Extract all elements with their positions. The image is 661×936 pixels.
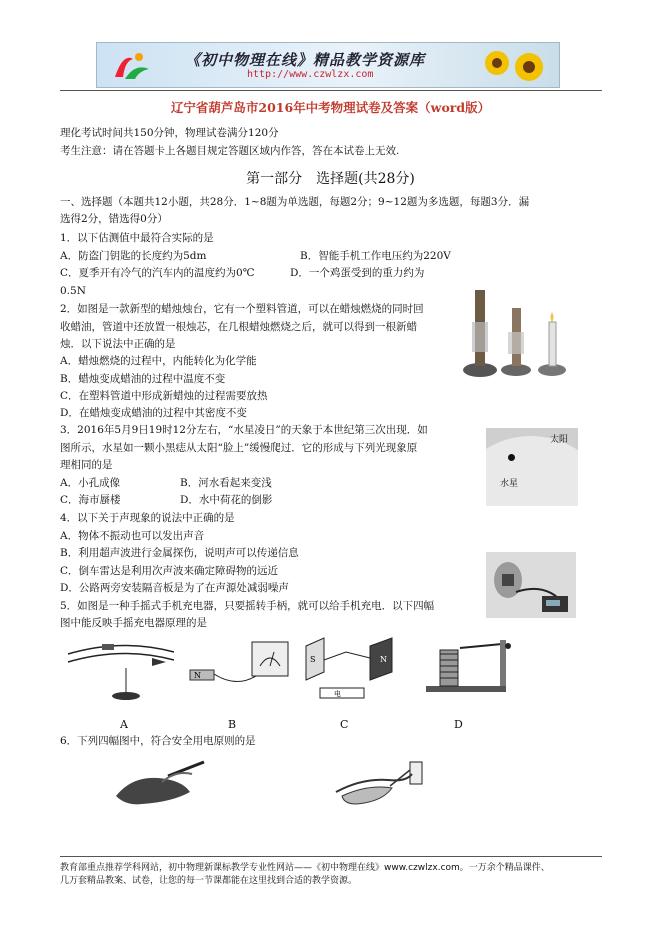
q1-stem: 1．以下估测值中最符合实际的是 [60,232,214,244]
q3-option-c: C．海市蜃楼 [60,494,121,506]
banner-url[interactable]: http://www.czwlzx.com [247,69,374,80]
svg-text:N: N [194,671,201,680]
figure-label-d: D [454,718,463,731]
q4-option-a: A．物体不振动也可以发出声音 [60,530,205,542]
document-title: 辽宁省葫芦岛市2016年中考物理试卷及答案（word版） [170,100,491,115]
q2-option-b: B．蜡烛变成蜡油的过程中温度不变 [60,373,226,385]
q5-line-1: 5．如图是一种手摇式手机充电器，只要摇转手柄，就可以给手机充电．以下四幅 [60,600,435,612]
figure-c-motor [300,632,410,704]
header-rule [60,90,602,91]
q1-option-d: D．一个鸡蛋受到的重力约为 [290,267,425,279]
sun-label: 太阳 [550,435,569,445]
q4-option-c: C．倒车雷达是利用次声波来确定障碍物的远近 [60,565,279,577]
figure-a-oersted [62,632,182,704]
svg-text:S: S [310,655,316,664]
q3-option-a: A．小孔成像 [60,477,121,489]
figure-b-generator-galvanometer [186,632,298,704]
q3-line-2: 图所示，水星如一颗小黑痣从太阳“脸上”缓慢爬过．它的形成与下列光现象原 [60,442,418,454]
instructions-line-2: 选得2分，错选得0分） [60,213,168,225]
q2-option-a: A．蜡烛燃烧的过程中，内能转化为化学能 [60,355,257,367]
q2-option-d: D．在蜡烛变成蜡油的过程中其密度不变 [60,407,247,419]
figure-label-a: A [120,718,128,731]
sunflower-image [477,45,553,85]
site-logo [109,49,155,83]
q1-option-a: A．防盗门钥匙的长度约为5dm [60,250,207,262]
footer-rule [60,856,602,857]
q3-option-b: B．河水看起来变浅 [180,477,272,489]
safety-image-2-hand-socket [332,758,432,812]
q2-line-2: 收蜡油，管道中还放置一根烛芯，在几根蜡烛燃烧之后，就可以得到一根新蜡 [60,321,417,333]
intro-line-1: 理化考试时间共150分钟，物理试卷满分120分 [60,127,279,139]
figure-label-b: B [228,718,237,731]
q6-stem: 6．下列四幅图中，符合安全用电原则的是 [60,735,256,747]
q1-option-b: B．智能手机工作电压约为220V [300,250,451,262]
candle-holder-image [460,282,572,382]
footer-text [60,862,550,888]
q5-line-2: 图中能反映手摇充电器原理的是 [60,617,207,629]
instructions-line-1: 一、选择题（本题共12小题，共28分．1~8题为单选题，每题2分；9~12题为多选题，每题3分．漏 [60,196,530,208]
q3-option-d: D．水中荷花的倒影 [180,494,273,506]
safety-image-1-hand-wire [112,756,208,812]
footer-line-1: 教育部重点推荐学科网站，初中物理新课标教学专业性网站——《初中物理在线》www.czwlzx.com。一万余个精品课件、 [60,863,550,873]
q2-line-3: 烛．以下说法中正确的是 [60,338,176,350]
footer-line-2: 几万套精品教案、试卷，让您的每一节课都能在这里找到合适的教学资源。 [60,876,358,886]
intro-line-2: 考生注意：请在答题卡上各题目规定答题区域内作答，答在本试卷上无效. [60,145,400,157]
q1-option-c: C．夏季开有冷气的汽车内的温度约为0℃ [60,267,255,279]
svg-text:N: N [380,655,387,664]
q3-line-3: 理相同的是 [60,459,113,471]
q2-option-c: C．在塑料管道中形成新蜡烛的过程需要放热 [60,390,268,402]
q4-stem: 4．以下关于声现象的说法中正确的是 [60,512,235,524]
banner-title: 《初中物理在线》精品教学资源库 [185,51,426,69]
figure-label-c: C [340,718,349,731]
mercury-label: 水星 [500,479,519,489]
q2-line-1: 2．如图是一款新型的蜡烛烛台，它有一个塑料管道，可以在蜡烛燃烧的同时回 [60,303,424,315]
q3-line-1: 3．2016年5月9日19时12分左右，“水星凌日”的天象于本世纪第三次出现．如 [60,424,428,436]
header-banner [96,42,560,88]
figure-d-relay [418,632,528,704]
mercury-dot [508,454,515,461]
svg-text:电: 电 [334,690,341,698]
q1-option-d-cont: 0.5N [60,285,86,297]
hand-crank-charger-image [486,552,576,618]
q4-option-d: D．公路两旁安装隔音板是为了在声源处减弱噪声 [60,582,289,594]
mercury-transit-image [486,428,578,506]
section-title: 第一部分 选择题(共28分) [246,171,415,187]
q4-option-b: B．利用超声波进行金属探伤，说明声可以传递信息 [60,547,299,559]
